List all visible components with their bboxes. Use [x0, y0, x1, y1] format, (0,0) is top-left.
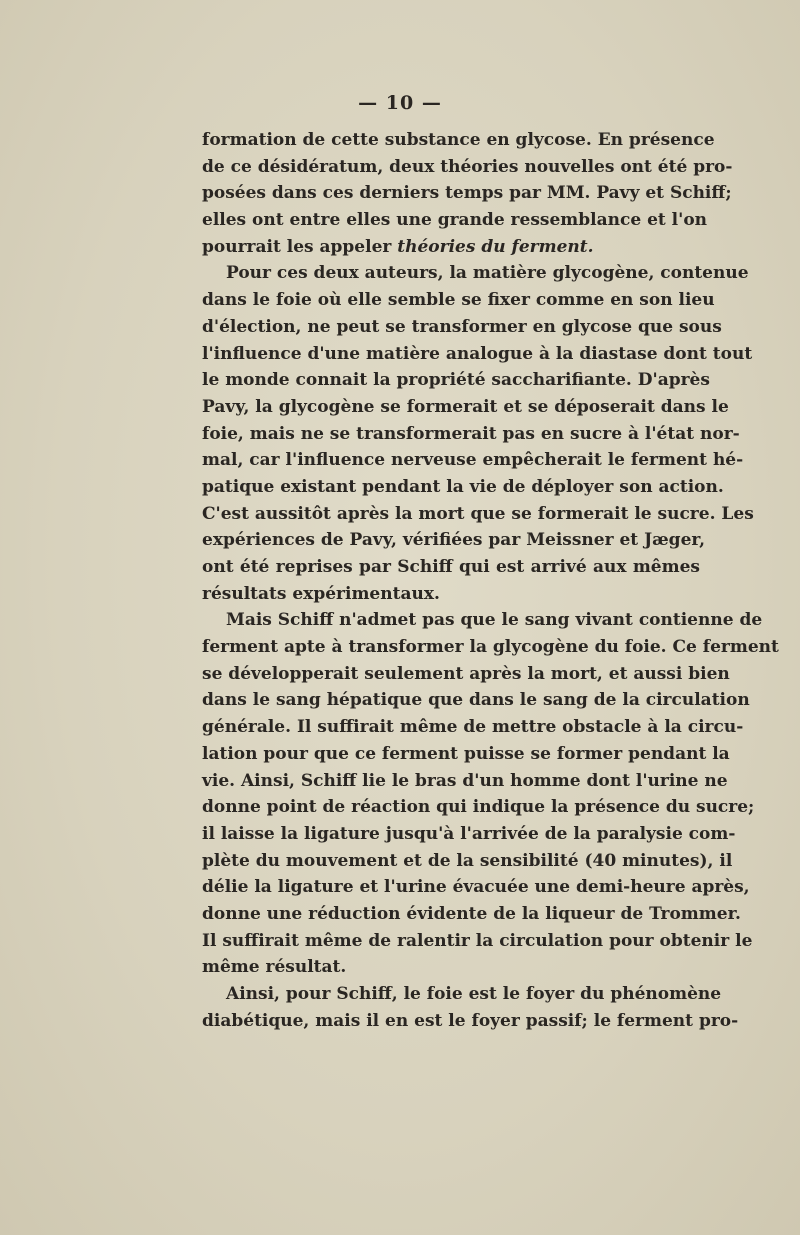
text-line-lead: pourrait les appeler [202, 236, 392, 257]
text-line: vie. Ainsi, Schiff lie le bras d'un homme dont l'urine ne [202, 770, 728, 791]
text-line: Il suffirait même de ralentir la circulation pour obtenir le [202, 930, 753, 951]
text-line: plète du mouvement et de la sensibilité (40 minutes), il [202, 850, 733, 871]
paragraph-first-line: Pour ces deux auteurs, la matière glycogène, contenue [226, 263, 749, 284]
text-line: ont été reprises par Schiff qui est arrivé aux mêmes [202, 557, 700, 577]
text-line: ferment apte à transformer la glycogène du foie. Ce ferment [202, 637, 779, 658]
text-line: se développerait seulement après la mort, et aussi bien [202, 663, 730, 684]
text-line: donne une réduction évidente de la liqueur de Trommer. [202, 903, 741, 924]
paragraph-last-line: même résultat. [202, 957, 347, 978]
text-line: donne point de réaction qui indique la présence du sucre; [202, 797, 755, 818]
text-line-with-italic [202, 234, 700, 261]
text-line: dans le sang hépatique que dans le sang de la circulation [202, 690, 750, 711]
text-line: il laisse la ligature jusqu'à l'arrivée de la paralysie com- [202, 823, 736, 844]
paragraph-first-line: Mais Schiff n'admet pas que le sang vivant contienne de [226, 610, 763, 631]
text-line: patique existant pendant la vie de déployer son action. [202, 476, 724, 497]
page-number: — 10 — [358, 92, 442, 114]
text-line: elles ont entre elles une grande ressemblance et l'on [202, 210, 708, 231]
text-line: le monde connait la propriété saccharifiante. D'après [202, 370, 710, 391]
paragraph-first-line: Ainsi, pour Schiff, le foie est le foyer du phénomène [226, 984, 722, 1004]
text-line: Pavy, la glycogène se formerait et se déposerait dans le [202, 396, 729, 417]
text-line: lation pour que ce ferment puisse se former pendant la [202, 743, 730, 764]
text-line: générale. Il suffirait même de mettre obstacle à la circu- [202, 717, 744, 738]
text-line: posées dans ces derniers temps par MM. Pavy et Schiff; [202, 183, 732, 204]
text-line: expériences de Pavy, vérifiées par Meissner et Jæger, [202, 530, 706, 551]
text-line: dans le foie où elle semble se fixer comme en son lieu [202, 290, 715, 311]
text-line: de ce désidératum, deux théories nouvelles ont été pro- [202, 156, 733, 177]
text-line: diabétique, mais il en est le foyer passif; le ferment pro- [202, 1010, 739, 1031]
text-line: d'élection, ne peut se transformer en glycose que sous [202, 316, 722, 337]
text-line: l'influence d'une matière analogue à la diastase dont tout [202, 343, 753, 364]
paragraph-last-line: résultats expérimentaux. [202, 583, 440, 604]
text-line: C'est aussitôt après la mort que se formerait le sucre. Les [202, 503, 754, 524]
body-text [202, 127, 779, 1034]
text-line: délie la ligature et l'urine évacuée une demi-heure après, [202, 877, 750, 898]
text-line: formation de cette substance en glycose. En présence [202, 130, 715, 150]
text-line: foie, mais ne se transformerait pas en sucre à l'état nor- [202, 423, 740, 444]
italic-phrase: théories du ferment. [397, 236, 594, 257]
text-line: mal, car l'influence nerveuse empêcherait le ferment hé- [202, 450, 744, 471]
